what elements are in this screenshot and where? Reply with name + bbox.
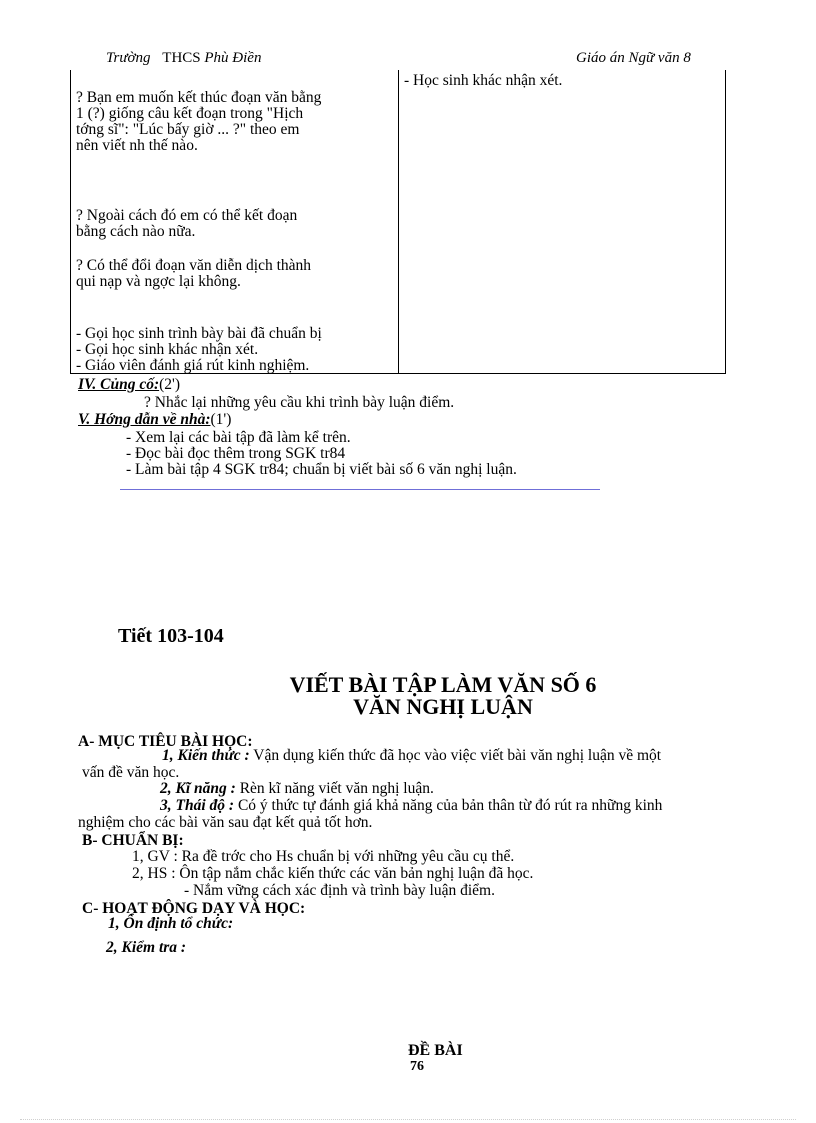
- page-bottom-border: [20, 1119, 796, 1120]
- cung-co-heading: [78, 377, 180, 393]
- knowledge-line: [162, 748, 661, 764]
- skill-label: 2, Kĩ năng :: [160, 780, 236, 797]
- lesson-title-2: VĂN NGHỊ LUẬN: [353, 694, 533, 719]
- huong-dan-time: (1'): [210, 411, 232, 428]
- knowledge-cont: vấn đề văn học.: [82, 764, 180, 781]
- huong-dan-item-2: - Đọc bài đọc thêm trong SGK tr84: [126, 445, 346, 462]
- page-number: 76: [410, 1059, 424, 1074]
- section-c-heading: C- HOẠT ĐỘNG DẠY VÀ HỌC:: [82, 900, 306, 917]
- table-left-line-9: - Gọi học sinh trình bày bài đã chuẩn bị: [76, 325, 322, 342]
- skill-text: Rèn kĩ năng viết văn nghị luận.: [235, 780, 434, 797]
- huong-dan-heading: [78, 412, 231, 428]
- table-left-line-6: bằng cách nào nữa.: [76, 223, 196, 240]
- lesson-title-1: VIẾT BÀI TẬP LÀM VĂN SỐ 6: [289, 672, 597, 697]
- header-truong: Trường: [106, 50, 151, 66]
- section-a-heading: A- MỤC TIÊU BÀI HỌC:: [78, 733, 253, 750]
- skill-line: [160, 781, 434, 797]
- header-phu-dien: Phù Điền: [204, 50, 262, 66]
- table-column-divider: [398, 70, 399, 374]
- header-subject: Giáo án Ngữ văn 8: [576, 50, 691, 66]
- table-left-line-11: - Giáo viên đánh giá rút kinh nghiệm.: [76, 358, 310, 373]
- period-label: Tiết 103-104: [118, 625, 224, 647]
- student-prep: 2, HS : Ôn tập nắm chắc kiến thức các văn bản nghị luận đã học.: [132, 865, 534, 882]
- student-prep-cont: - Nắm vững cách xác định và trình bày luận điểm.: [184, 882, 495, 899]
- de-bai-heading: ĐỀ BÀI: [408, 1042, 463, 1059]
- table-right-line-1: - Học sinh khác nhận xét.: [404, 72, 563, 89]
- section-b-heading: B- CHUẨN BỊ:: [82, 832, 184, 849]
- table-left-line-8: qui nạp và ngợc lại không.: [76, 273, 241, 290]
- huong-dan-item-3: - Làm bài tập 4 SGK tr84; chuẩn bị viết bài số 6 văn nghị luận.: [126, 461, 517, 478]
- teacher-prep: 1, GV : Ra đề trớc cho Hs chuẩn bị với những yêu cầu cụ thể.: [132, 848, 515, 865]
- table-left-line-2: 1 (?) giống câu kết đoạn trong "Hịch: [76, 105, 304, 122]
- cung-co-label: IV. Củng cố:: [78, 376, 160, 393]
- table-left-line-10: - Gọi học sinh khác nhận xét.: [76, 341, 259, 358]
- header-thcs: THCS: [162, 50, 201, 66]
- table-left-line-3: tớng sĩ": "Lúc bấy giờ ... ?" theo em: [76, 121, 300, 138]
- section-separator-line: [120, 489, 600, 490]
- attitude-label: 3, Thái độ :: [160, 797, 235, 814]
- cung-co-time: (2'): [159, 376, 180, 393]
- table-left-line-4: nên viết nh thế nào.: [76, 137, 198, 154]
- table-left-line-7: ? Có thể đổi đoạn văn diễn dịch thành: [76, 257, 312, 274]
- step-organize: 1, Ổn định tổ chức:: [108, 915, 234, 932]
- header-school: [106, 50, 261, 67]
- attitude-line: [160, 798, 662, 814]
- attitude-cont: nghiệm cho các bài văn sau đạt kết quả tốt hơn.: [78, 814, 373, 831]
- cung-co-question: ? Nhắc lại những yêu cầu khi trình bày luận điểm.: [144, 394, 455, 411]
- knowledge-label: 1, Kiến thức :: [162, 747, 250, 764]
- attitude-text: Có ý thức tự đánh giá khả năng của bản thân từ đó rút ra những kinh: [234, 797, 663, 814]
- knowledge-text: Vận dụng kiến thức đã học vào việc viết bài văn nghị luận về một: [249, 747, 662, 764]
- table-left-line-5: ? Ngoài cách đó em có thể kết đoạn: [76, 207, 298, 224]
- step-check: 2, Kiểm tra :: [106, 939, 187, 956]
- table-left-line-1: ? Bạn em muốn kết thúc đoạn văn bằng: [76, 89, 322, 106]
- huong-dan-label: V. Hớng dẫn về nhà:: [78, 411, 211, 428]
- huong-dan-item-1: - Xem lại các bài tập đã làm kể trên.: [126, 429, 351, 446]
